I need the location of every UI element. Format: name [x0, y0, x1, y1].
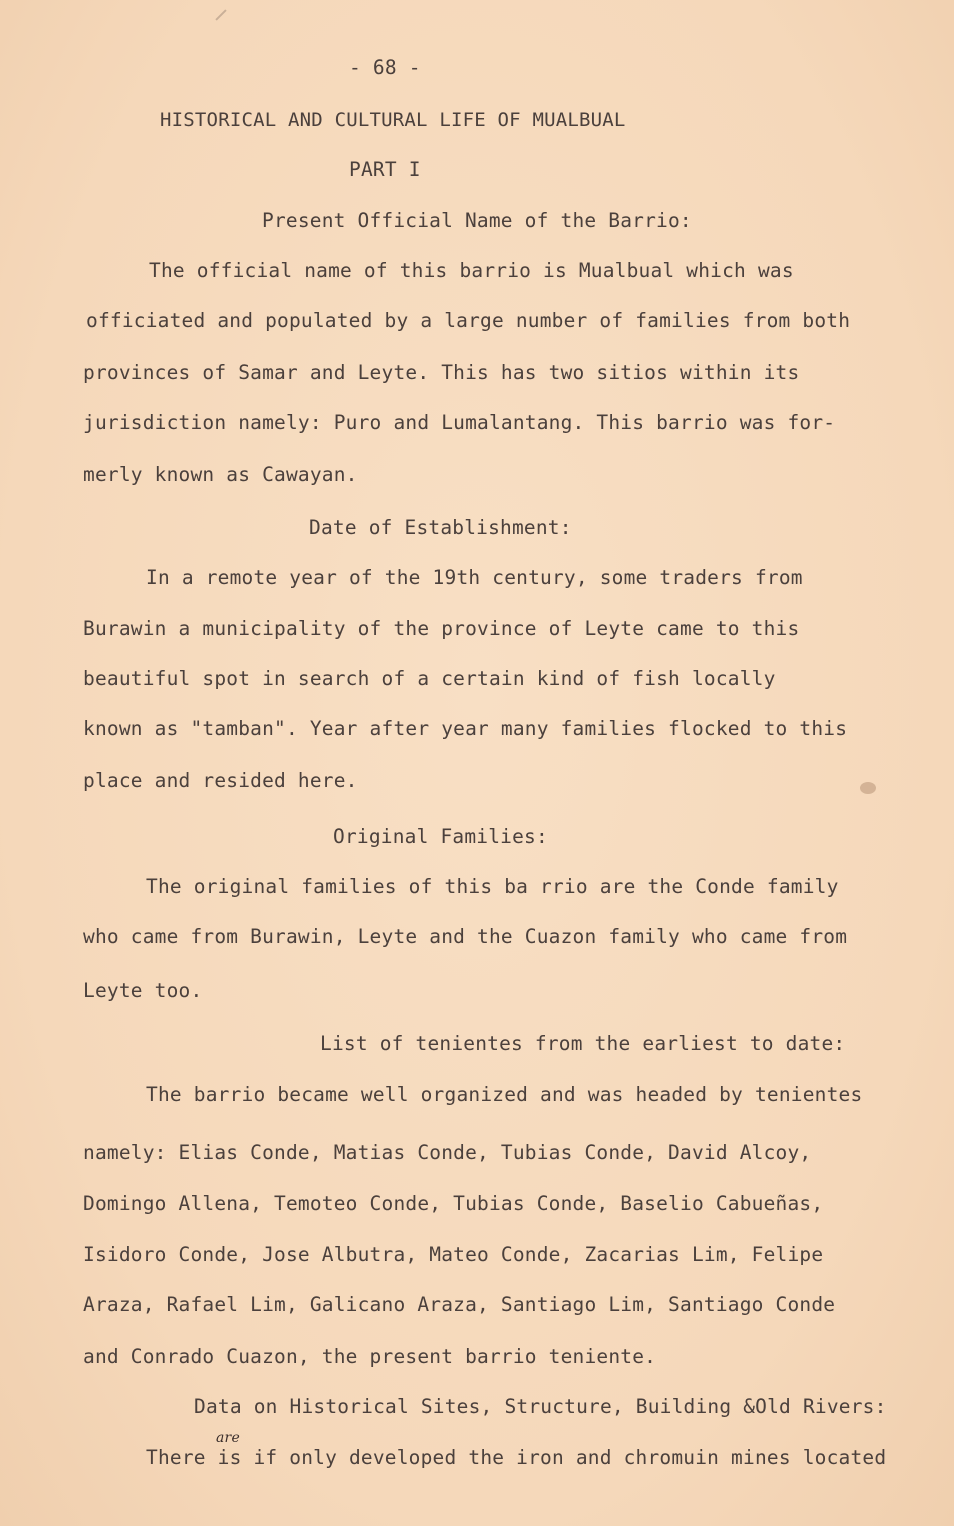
- paragraph-line: beautiful spot in search of a certain kind of fish locally: [83, 667, 776, 690]
- paragraph-line: There is if only developed the iron and chromuin mines located: [146, 1446, 887, 1469]
- part-heading: PART I: [349, 158, 421, 181]
- section-heading-tenientes: List of tenientes from the earliest to date:: [320, 1032, 846, 1055]
- section-heading-historical-sites: Data on Historical Sites, Structure, Building &Old Rivers:: [194, 1395, 887, 1418]
- paragraph-line: known as "tamban". Year after year many families flocked to this: [83, 717, 848, 740]
- paragraph-line: The original families of this ba rrio are the Conde family: [146, 875, 839, 898]
- paragraph-line: Domingo Allena, Temoteo Conde, Tubias Conde, Baselio Cabueñas,: [83, 1192, 824, 1215]
- paragraph-line: provinces of Samar and Leyte. This has two sitios within its: [83, 361, 800, 384]
- paragraph-line: Isidoro Conde, Jose Albutra, Mateo Conde, Zacarias Lim, Felipe: [83, 1243, 824, 1266]
- document-title: HISTORICAL AND CULTURAL LIFE OF MUALBUAL: [160, 109, 626, 131]
- paragraph-line: namely: Elias Conde, Matias Conde, Tubias Conde, David Alcoy,: [83, 1141, 812, 1164]
- handwritten-correction: are: [216, 1430, 240, 1446]
- paragraph-line: merly known as Cawayan.: [83, 463, 358, 486]
- section-heading-official-name: Present Official Name of the Barrio:: [262, 209, 692, 232]
- paragraph-line: Leyte too.: [83, 979, 203, 1002]
- pencil-mark: [215, 9, 226, 20]
- paragraph-line: In a remote year of the 19th century, some traders from: [146, 566, 803, 589]
- paragraph-line: Araza, Rafael Lim, Galicano Araza, Santiago Lim, Santiago Conde: [83, 1293, 836, 1316]
- section-heading-establishment: Date of Establishment:: [309, 516, 572, 539]
- section-heading-families: Original Families:: [333, 825, 548, 848]
- paragraph-line: and Conrado Cuazon, the present barrio teniente.: [83, 1345, 657, 1368]
- paragraph-line: who came from Burawin, Leyte and the Cuazon family who came from: [83, 925, 848, 948]
- paragraph-line: The official name of this barrio is Mualbual which was: [149, 259, 794, 282]
- paragraph-line: Burawin a municipality of the province of Leyte came to this: [83, 617, 800, 640]
- page-number: - 68 -: [349, 56, 421, 79]
- ink-smudge: [860, 782, 876, 794]
- paragraph-line: The barrio became well organized and was headed by tenientes: [146, 1083, 863, 1106]
- paragraph-line: officiated and populated by a large number of families from both: [86, 309, 851, 332]
- paragraph-line: place and resided here.: [83, 769, 358, 792]
- paragraph-line: jurisdiction namely: Puro and Lumalantang. This barrio was for-: [83, 411, 836, 434]
